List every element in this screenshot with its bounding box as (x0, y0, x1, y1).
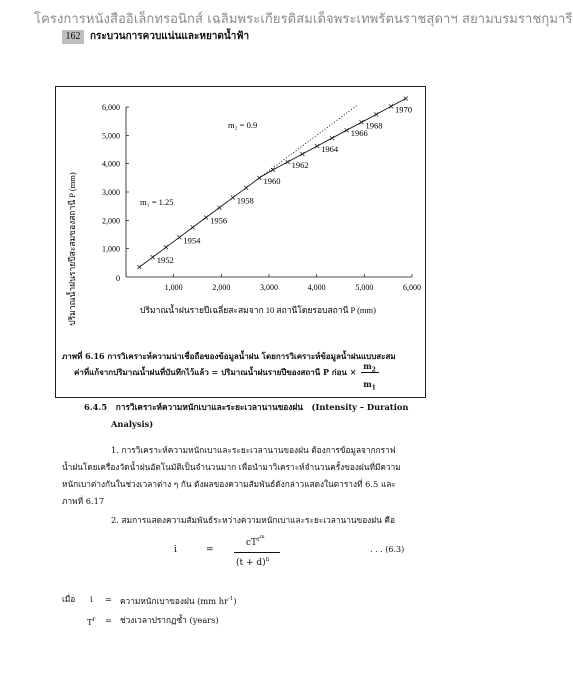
section-title: การวิเคราะห์ความหนักเบาและระยะเวลานานของฝน (115, 402, 303, 412)
running-title: กระบวนการควบแน่นและหยาดน้ำฟ้า (90, 31, 250, 42)
year-label: 1962 (291, 159, 309, 170)
caption-line-2 (62, 361, 418, 392)
data-point (286, 160, 290, 164)
eq-fraction-bar (234, 552, 280, 553)
year-label: 1964 (321, 144, 339, 155)
book-banner: โครงการหนังสืออิเล็กทรอนิกส์ เฉลิมพระเกียรติสมเด็จพระเทพรัตนราชสุดาฯ สยามบรมราชกุมารี (34, 12, 573, 27)
year-label: 1958 (236, 195, 254, 206)
x-tick-label: 4,000 (307, 283, 326, 292)
definition-t-symbol: $T^r$ (87, 616, 96, 627)
x-tick-label: 3,000 (260, 283, 278, 292)
origin-label: 0 (115, 273, 121, 283)
data-point (271, 168, 275, 172)
fraction-bar (361, 372, 379, 373)
y-tick-label: 6,000 (102, 103, 120, 112)
caption-fraction (359, 361, 381, 392)
year-label: 1968 (365, 120, 383, 131)
definition-when: เมื่อ (62, 594, 76, 604)
section-number: 6.4.5 (84, 402, 108, 412)
y-axis-label: ปริมาณน้ำฝนรายปีสะสมของสถานี P (mm) (67, 172, 77, 326)
definition-t-equals: = (105, 615, 112, 625)
definition-i-equals: = (105, 594, 112, 604)
section-title-en-2: Analysis) (111, 419, 154, 429)
data-point (300, 152, 304, 156)
data-point (345, 128, 349, 132)
year-label: 1970 (395, 104, 413, 115)
data-point (164, 245, 168, 249)
eq-lhs: i (174, 545, 177, 555)
data-point (151, 255, 155, 259)
year-label: 1966 (350, 128, 368, 139)
x-tick-label: 2,000 (212, 283, 231, 292)
y-tick-label: 3,000 (102, 188, 120, 197)
data-point (374, 112, 378, 116)
data-point (359, 120, 363, 124)
year-label: 1956 (210, 215, 228, 226)
equation-6-3 (170, 532, 430, 576)
slope1-annotation: m₁ = 1.25 (140, 197, 174, 207)
caption-line-2-text: ค่าที่แก้จากปริมาณน้ำฝนที่บันทึกไว้แล้ว = ปริมาณน้ำฝนรายปีของสถานี P ก่อน × (74, 367, 357, 377)
data-point (330, 136, 334, 140)
x-tick-label: 5,000 (355, 283, 374, 292)
page-number: 162 (62, 30, 84, 44)
paragraph-1-line-3: หนักเบาต่างกันในช่วงเวลาต่าง ๆ กัน ดังผลของความสัมพันธ์ดังกล่าวแสดงในตารางที่ 6.5 และ (62, 479, 396, 489)
x-tick-label: 1,000 (164, 283, 183, 292)
data-point (315, 144, 319, 148)
data-point (389, 104, 393, 108)
paragraph-1-line-1: 1. การวิเคราะห์ความหนักเบาและระยะเวลานานของฝน ต้องการข้อมูลจากกราฟ (111, 445, 396, 455)
y-tick-label: 4,000 (102, 159, 120, 169)
caption-line-1: ภาพที่ 6.16 การวิเคราะห์ความน่าเชื่อถือของข้อมูลน้ำฝน โดยการวิเคราะห์ข้อมูลน้ำฝนแบบสะสม (62, 351, 396, 361)
data-point (257, 176, 261, 180)
fraction-numerator: $m_2$ (363, 361, 376, 374)
slope2-annotation: m₂ = 0.9 (228, 120, 258, 130)
data-point (204, 216, 208, 220)
year-label: 1952 (156, 255, 174, 266)
y-tick-label: 1,000 (102, 244, 120, 254)
mass-curve-chart (56, 87, 425, 342)
data-point (137, 265, 141, 269)
figure-caption (62, 348, 418, 392)
data-point (177, 235, 181, 239)
definition-i: เมื่อ i = ความหนักเบาของฝน (mm $hr^{-1}$) (62, 591, 422, 607)
year-label: 1960 (263, 175, 281, 186)
eq-denominator: $(t + d)^n$ (236, 556, 270, 568)
data-point (231, 196, 235, 200)
y-tick-label: 2,000 (102, 216, 120, 226)
definition-i-symbol: i (90, 594, 93, 604)
y-tick-label: 5,000 (102, 131, 120, 141)
fraction-denominator: $m_1$ (363, 379, 376, 392)
data-point (191, 225, 195, 229)
section-title-en: (Intensity – Duration (311, 402, 409, 412)
paragraph-1-line-4: ภาพที่ 6.17 (62, 496, 105, 506)
x-tick-label: 6,000 (403, 283, 421, 292)
paragraph-1-line-2: น้ำฝนโดยเครื่องวัดน้ำฝนอัตโนมัติเป็นจำนวนมาก เพื่อนำมาวิเคราะห์จำนวนครั้งของฝนที่มีความ (62, 462, 401, 472)
data-point (404, 97, 408, 101)
paragraph-2: 2. สมการแสดงความสัมพันธ์ระหว่างความหนักเบาและระยะเวลานานของฝน คือ (111, 515, 395, 525)
section-heading (84, 399, 408, 415)
data-point (217, 206, 221, 210)
data-point (244, 186, 248, 190)
definition-t-text: ช่วงเวลาปรากฏซ้ำ (years) (120, 615, 219, 625)
eq-equals: = (206, 545, 214, 555)
definition-i-text: ความหนักเบาของฝน (mm hr (120, 595, 229, 606)
x-axis-label: ปริมาณน้ำฝนรายปีเฉลี่ยสะสมจาก 10 สถานีโดยรอบสถานี P (mm) (140, 305, 376, 315)
year-label: 1954 (183, 235, 201, 246)
eq-numerator: $cT^{r^m}$ (246, 534, 265, 548)
eq-number: . . . (6.3) (370, 545, 405, 554)
